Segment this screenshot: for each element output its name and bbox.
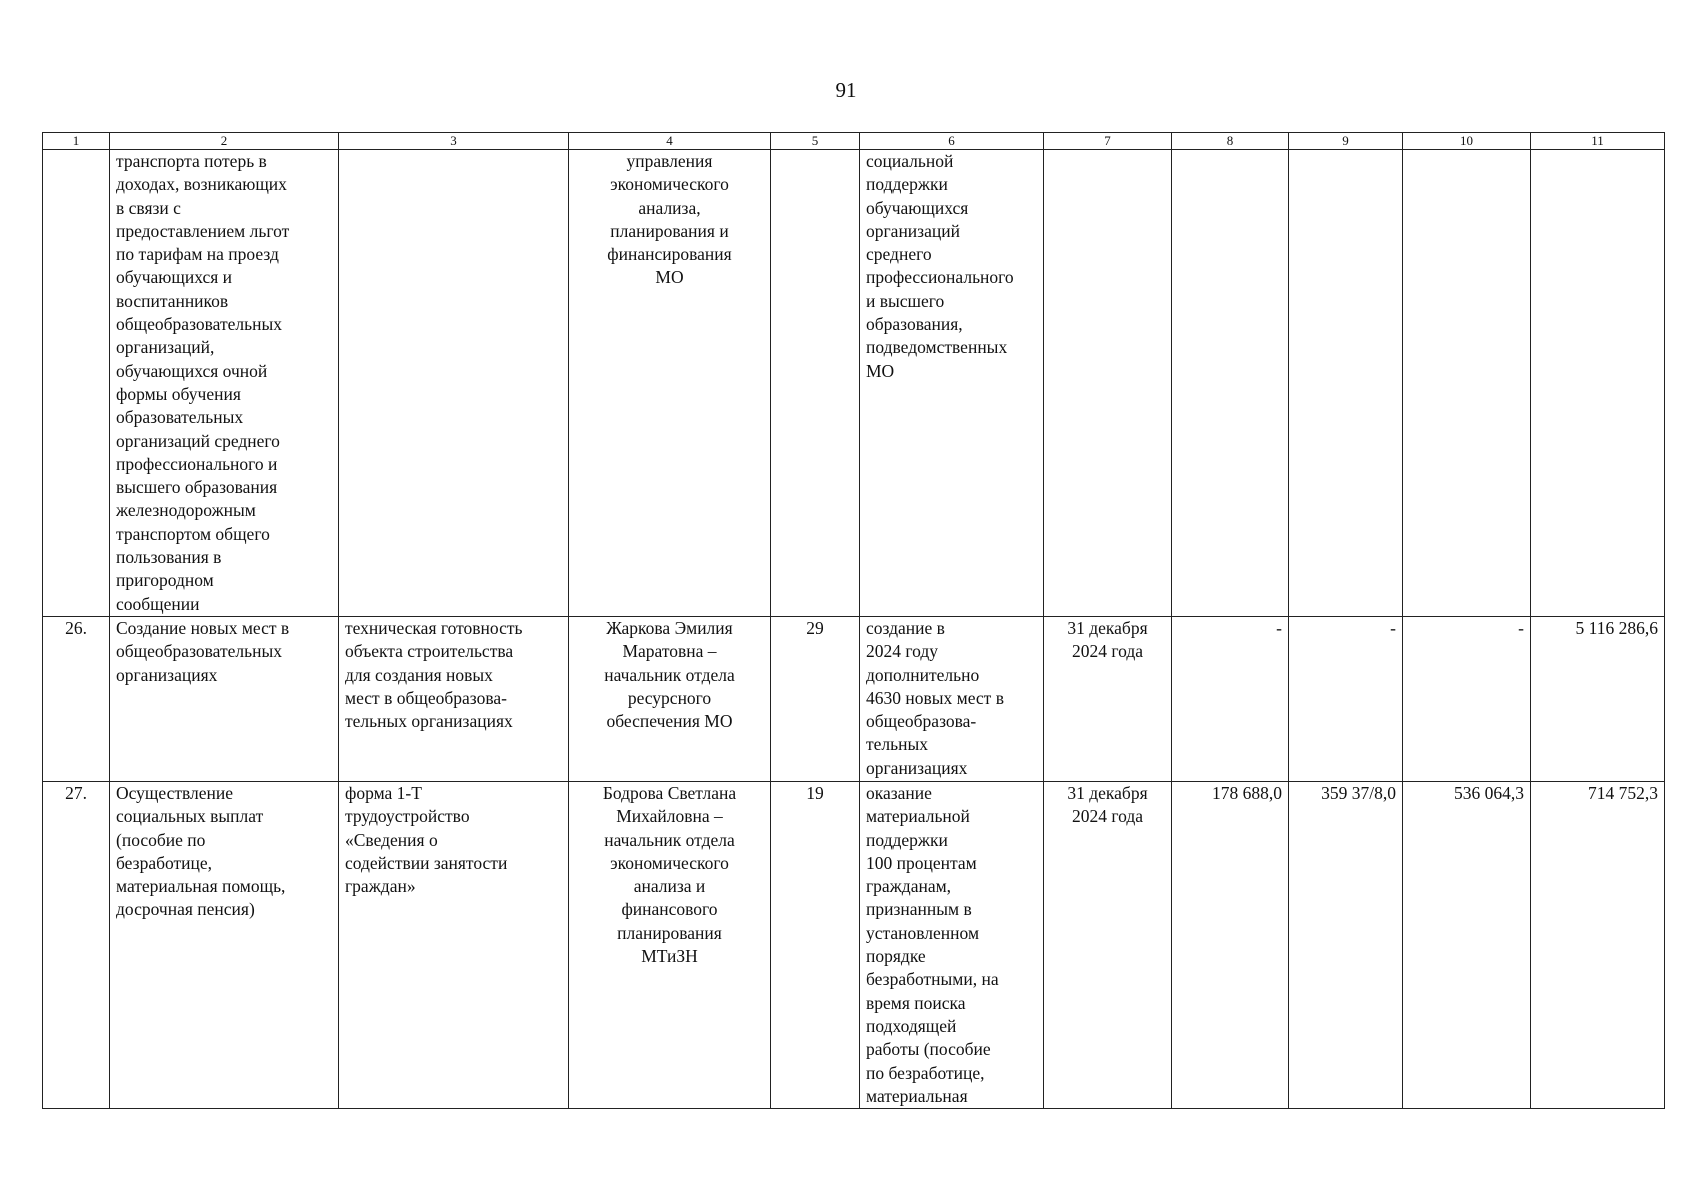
amount-col8 (1172, 150, 1289, 617)
header-cell: 8 (1172, 133, 1289, 150)
header-cell: 3 (339, 133, 569, 150)
deadline: 31 декабря 2024 года (1044, 617, 1172, 782)
amount-col11 (1531, 150, 1665, 617)
amount-col10 (1403, 150, 1531, 617)
header-cell: 5 (771, 133, 860, 150)
header-row (43, 133, 1665, 150)
event-name: транспорта потерь в доходах, возникающих в связи с предоставлением льгот по тарифам на проезд обучающихся и воспитанников общеобразовательных организаций, обучающихся очной формы обучения образовательных организаций среднего профессионального и высшего образования железнодорожным транспортом общего пользования в пригородном сообщении (110, 150, 339, 617)
responsible: Бодрова Светлана Михайловна – начальник отдела экономического анализа и финансового планирования МТиЗН (569, 782, 771, 1109)
header-cell: 6 (860, 133, 1044, 150)
header-cell: 10 (1403, 133, 1531, 150)
table-row (43, 150, 1665, 617)
deadline: 31 декабря 2024 года (1044, 782, 1172, 1109)
indicator: техническая готовность объекта строительства для создания новых мест в общеобразова- тельных организациях (339, 617, 569, 782)
amount-col11: 714 752,3 (1531, 782, 1665, 1109)
amount-col8: 178 688,0 (1172, 782, 1289, 1109)
header-cell: 1 (43, 133, 110, 150)
header-cell: 2 (110, 133, 339, 150)
amount-col10: - (1403, 617, 1531, 782)
deadline (1044, 150, 1172, 617)
code: 29 (771, 617, 860, 782)
main-table (42, 132, 1665, 1109)
amount-col9: - (1289, 617, 1403, 782)
code: 19 (771, 782, 860, 1109)
table-row (43, 782, 1665, 1109)
row-number: 26. (43, 617, 110, 782)
header-cell: 11 (1531, 133, 1665, 150)
page-number: 91 (835, 78, 857, 102)
header-cell: 4 (569, 133, 771, 150)
row-number (43, 150, 110, 617)
indicator: форма 1-Т трудоустройство «Сведения о содействии занятости граждан» (339, 782, 569, 1109)
header-cell: 7 (1044, 133, 1172, 150)
header-cell: 9 (1289, 133, 1403, 150)
indicator (339, 150, 569, 617)
result: социальной поддержки обучающихся организаций среднего профессионального и высшего образования, подведомственных МО (860, 150, 1044, 617)
responsible: Жаркова Эмилия Маратовна – начальник отдела ресурсного обеспечения МО (569, 617, 771, 782)
table-row (43, 617, 1665, 782)
result: создание в 2024 году дополнительно 4630 новых мест в общеобразова- тельных организациях (860, 617, 1044, 782)
amount-col8: - (1172, 617, 1289, 782)
code (771, 150, 860, 617)
amount-col11: 5 116 286,6 (1531, 617, 1665, 782)
amount-col9: 359 37/8,0 (1289, 782, 1403, 1109)
amount-col9 (1289, 150, 1403, 617)
responsible: управления экономического анализа, планирования и финансирования МО (569, 150, 771, 617)
amount-col10: 536 064,3 (1403, 782, 1531, 1109)
row-number: 27. (43, 782, 110, 1109)
event-name: Осуществление социальных выплат (пособие по безработице, материальная помощь, досрочная пенсия) (110, 782, 339, 1109)
result: оказание материальной поддержки 100 процентам гражданам, признанным в установленном порядке безработными, на время поиска подходящей работы (пособие по безработице, материальная (860, 782, 1044, 1109)
event-name: Создание новых мест в общеобразовательных организациях (110, 617, 339, 782)
